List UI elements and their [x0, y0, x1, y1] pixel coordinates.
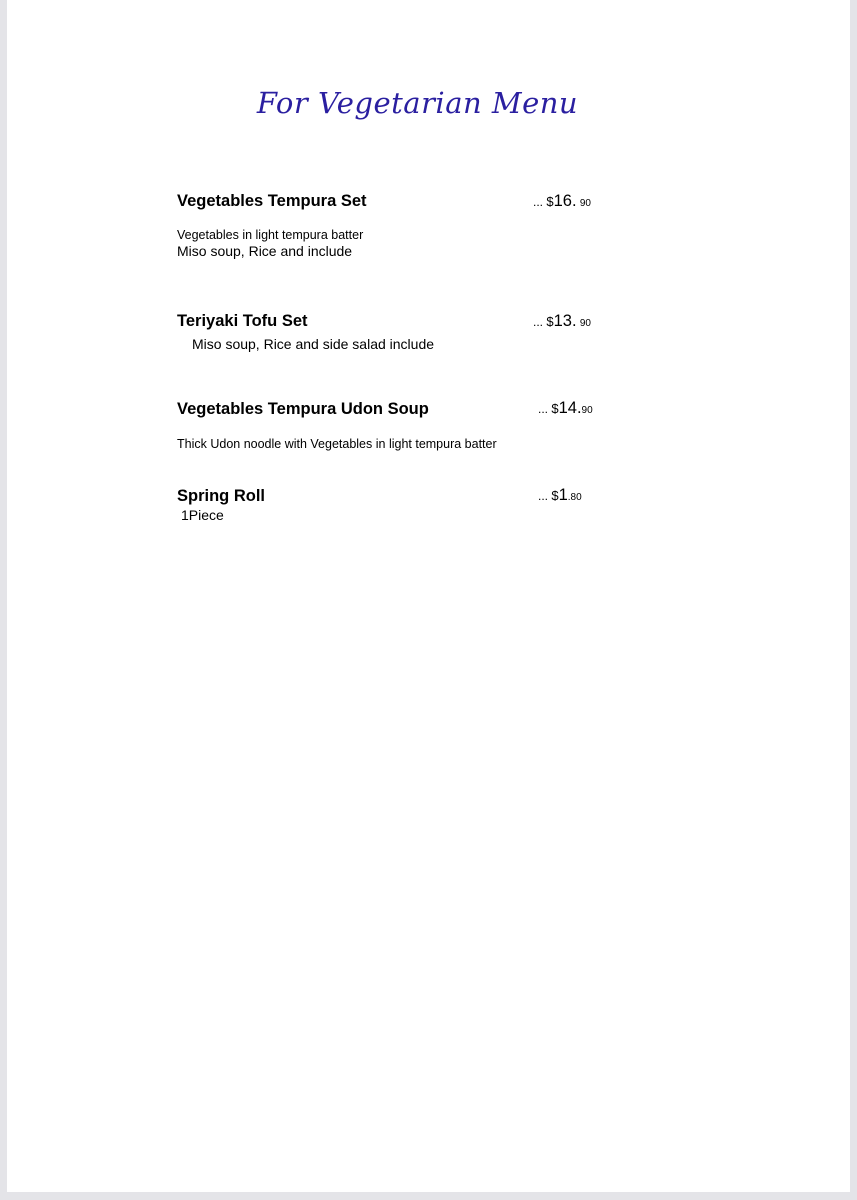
- price-whole: 14.: [558, 399, 582, 417]
- price-cents: .80: [567, 492, 582, 503]
- price-cents: 90: [581, 405, 593, 416]
- item-name-vegetables-tempura-udon-soup: Vegetables Tempura Udon Soup: [177, 400, 429, 418]
- item-description: Miso soup, Rice and include: [177, 243, 353, 259]
- price-whole: 16.: [553, 192, 577, 210]
- price-whole: 13.: [553, 312, 577, 330]
- item-name-spring-roll: Spring Roll: [177, 487, 265, 505]
- price-dollar-sign: $: [546, 314, 554, 329]
- price-dots: ...: [538, 402, 549, 416]
- price-dollar-sign: $: [551, 488, 559, 503]
- item-description: Thick Udon noodle with Vegetables in light tempura batter: [177, 437, 497, 451]
- item-description: 1Piece: [181, 507, 224, 523]
- item-price-teriyaki-tofu-set: [533, 312, 591, 331]
- price-dollar-sign: $: [546, 194, 554, 209]
- item-price-vegetables-tempura-udon-soup: [538, 399, 593, 418]
- menu-title: For Vegetarian Menu: [256, 86, 579, 120]
- price-dots: ...: [538, 489, 549, 503]
- item-description: Vegetables in light tempura batter: [177, 228, 364, 242]
- price-cents: 90: [579, 318, 591, 329]
- menu-page: [7, 0, 850, 1192]
- item-name-teriyaki-tofu-set: Teriyaki Tofu Set: [177, 312, 308, 330]
- item-price-vegetables-tempura-set: [533, 192, 591, 211]
- price-dollar-sign: $: [551, 401, 559, 416]
- price-cents: 90: [579, 198, 591, 209]
- price-dots: ...: [533, 195, 544, 209]
- price-whole: 1: [558, 486, 568, 504]
- item-name-vegetables-tempura-set: Vegetables Tempura Set: [177, 192, 367, 210]
- item-description: Miso soup, Rice and side salad include: [192, 336, 435, 352]
- item-price-spring-roll: [538, 486, 582, 505]
- price-dots: ...: [533, 315, 544, 329]
